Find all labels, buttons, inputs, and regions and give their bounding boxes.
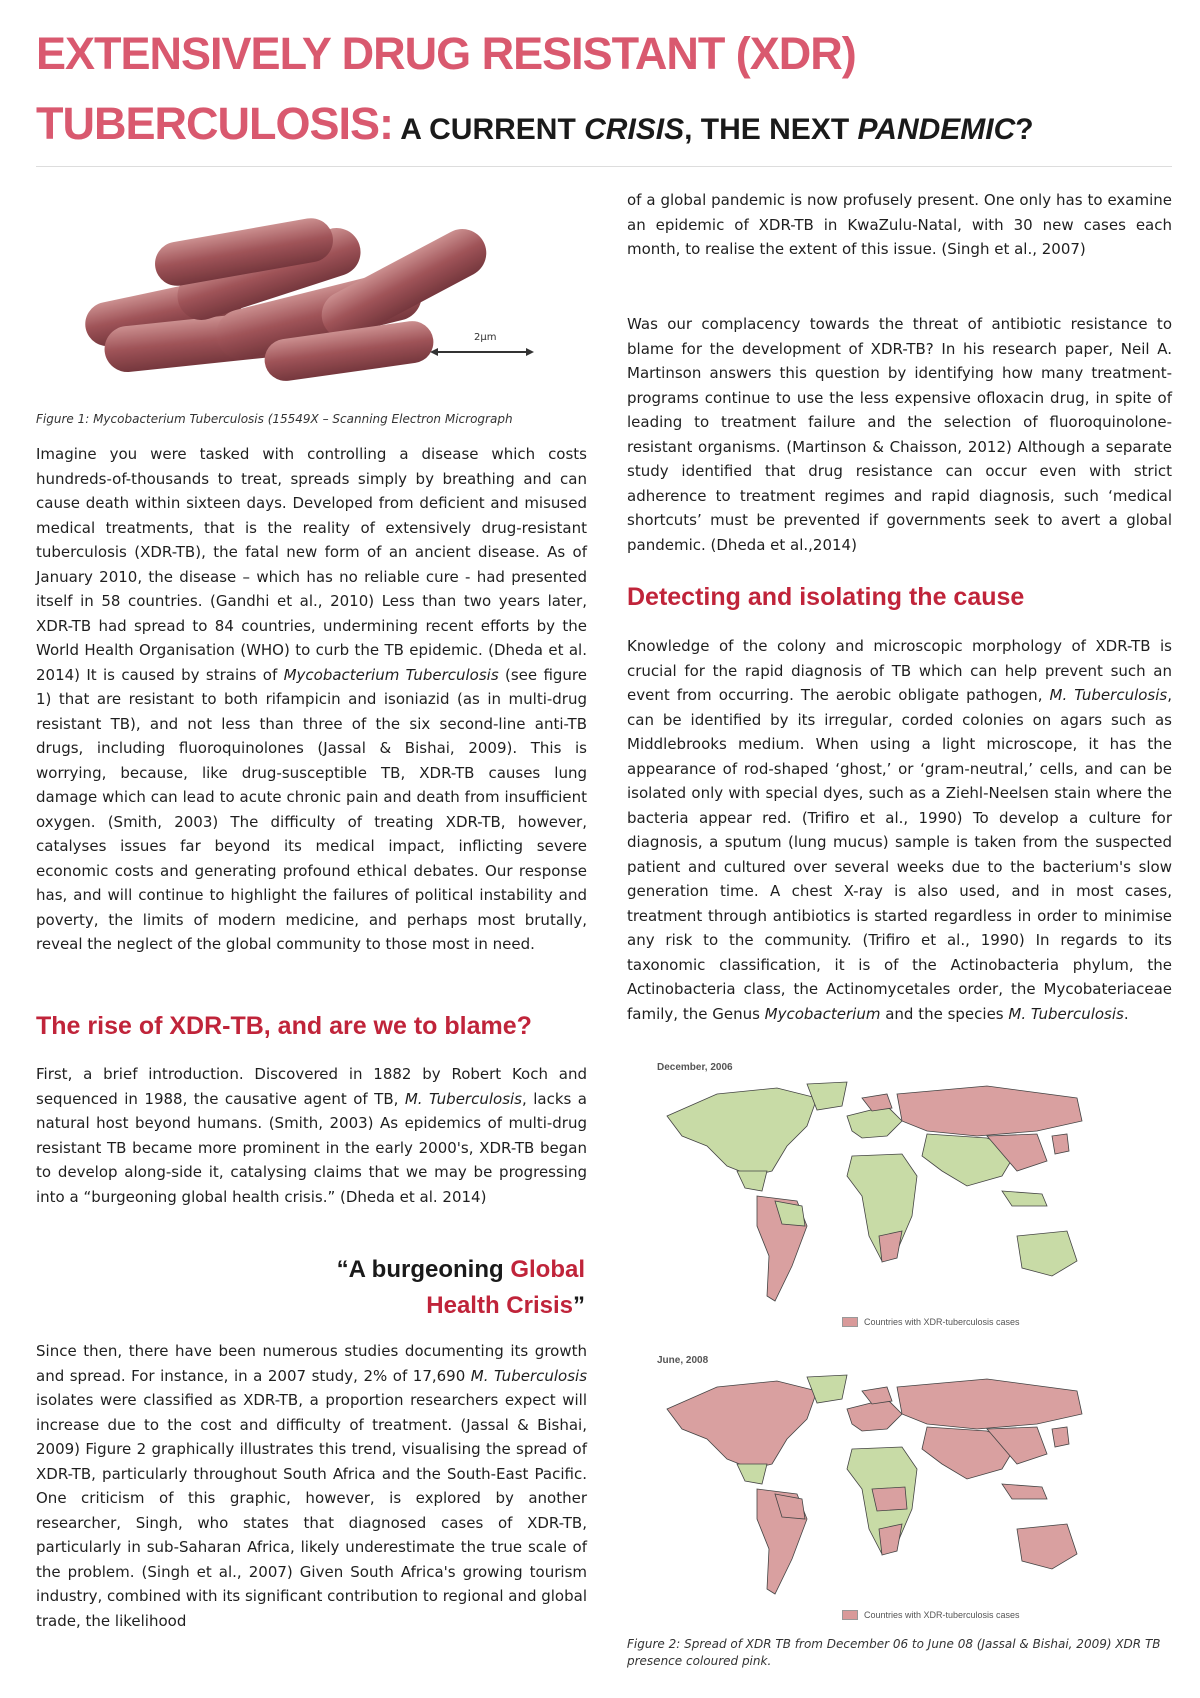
title-part: , THE NEXT — [684, 113, 858, 146]
intro-text: Imagine you were tasked with controlling a disease which costs hundreds-of-thousands to treat, spreads simply by breathing and can cause death within sixteen days. Developed from deficient and misused medical treatments, that is the reality of extensively drug-resistant tuberculosis (XDR-TB), the fatal new form of an ancient disease. As of January 2010, the disease – which has no reliable cure - had presented itself in 58 countries. (Gandhi et al., 2010) Less than two years later, XDR-TB had spread to 84 countries, undermining recent efforts by the World Health Organisation (WHO) to curb the TB epidemic. (Dheda et al. 2014) It is caused by strains of — [36, 445, 587, 684]
quote-highlight: Health Crisis — [426, 1292, 573, 1319]
legend-swatch — [842, 1317, 858, 1327]
intro-text: (see figure 1) that are resistant to both rifampicin and isoniazid (as in multi-drug resistant TB), and not less than three of the six second-line anti-TB drugs, including fluoroquinolones (Jassal & Bishai, 2009). This is worrying, because, like drug-susceptible TB, XDR-TB causes lung damage which can lead to acute chronic pain and death from insufficient oxygen. (Smith, 2003) The difficulty of treating XDR-TB, however, catalyses issues far beyond its medical impact, inflicting severe economic costs and generating profound ethical debates. Our response has, and will continue to highlight the failures of political instability and poverty, the limits of modern medicine, and perhaps most brutally, reveal the neglect of the global community to those most in need. — [36, 665, 587, 953]
heading-detecting: Detecting and isolating the cause — [627, 583, 1025, 611]
map-legend — [842, 1317, 1020, 1327]
species-name: M. Tuberculosis — [470, 1366, 588, 1385]
detect-paragraph — [627, 634, 1172, 1026]
complacency-text: Was our complacency towards the threat of antibiotic resistance to blame for the development of XDR-TB? In his research paper, Neil A. Martinson answers this question by identifying how many treatment-programs continue to use the less expensive ofloxacin drug, in spite of leading to treatment failure and the selection of fluoroquinolone-resistant organisms. (Martinson & Chaisson, 2012) Although a separate study identified that drug resistance can occur even with strict adherence to treatment regimes and rapid diagnosis, such ‘medical shortcuts’ must be prevented if governments seek to avert a global pandemic. (Dheda et al.,2014) — [627, 315, 1172, 554]
world-map-2008 — [657, 1369, 1097, 1619]
rise-text: , lacks a natural host beyond humans. (Smith, 2003) As epidemics of multi-drug resistant TB became more prominent in the early 2000's, XDR-TB began to develop along-side it, catalysing claims that we may be progressing into a “burgeoning global health crisis.” (Dheda et al. 2014) — [36, 1089, 587, 1206]
title-line-1: EXTENSIVELY DRUG RESISTANT (XDR) — [36, 28, 856, 79]
species-name: M. Tuberculosis — [1049, 686, 1168, 704]
species-name: M. Tuberculosis — [1008, 1004, 1124, 1023]
figure-2-caption: Figure 2: Spread of XDR TB from December 06 to June 08 (Jassal & Bishai, 2009) XDR TB presence coloured pink. — [627, 1637, 1161, 1668]
scale-label: 2µm — [474, 332, 497, 343]
heading-rise-of-xdr-tb: The rise of XDR-TB, and are we to blame? — [36, 1012, 532, 1040]
rise-text: First, a brief introduction. Discovered in 1882 by Robert Koch and sequenced in 1988, the causative agent of TB, — [36, 1065, 587, 1108]
complacency-paragraph — [627, 312, 1172, 557]
micrograph-figure — [64, 200, 574, 400]
map-legend — [842, 1610, 1020, 1620]
quote-text: ” — [573, 1292, 585, 1319]
detect-text: , can be identified by its irregular, corded colonies on agars such as Middlebrooks medium. When using a light microscope, it has the appearance of rod-shaped ‘ghost,’ or ‘gram-neutral,’ cells, and can be isolated only with special dyes, such as a Ziehl-Neelsen stain where the bacteria appear red. (Trifiro et al., 1990) To develop a culture for diagnosis, a sputum (lung mucus) sample is taken from the suspected patient and cultured over several weeks due to the bacterium's slow generation time. A chest X-ray is also used, and in most cases, treatment through antibiotics is started regardless in order to minimise any risk to the community. (Trifiro et al., 1990) In regards to its taxonomic classification, it is of the Actinobacteria phylum, the Actinobacteria class, the Actinomycetales order, the Mycobateriaceae family, the Genus — [627, 686, 1172, 1023]
map-2-label: June, 2008 — [657, 1355, 709, 1366]
map-december-2006 — [657, 1062, 1097, 1337]
species-name: Mycobacterium Tuberculosis — [283, 665, 499, 684]
legend-label: Countries with XDR-tuberculosis cases — [864, 1317, 1020, 1327]
since-paragraph — [36, 1339, 587, 1633]
legend-label: Countries with XDR-tuberculosis cases — [864, 1610, 1020, 1620]
since-text: Since then, there have been numerous studies documenting its growth and spread. For instance, in a 2007 study, 2% of 17,690 — [36, 1342, 587, 1385]
detect-text: and the species — [880, 1004, 1009, 1023]
continuation-text: of a global pandemic is now profusely present. One only has to examine an epidemic of XDR-TB in KwaZulu-Natal, with 30 new cases each month, to realise the extent of this issue. (Singh et al., 2007) — [627, 191, 1172, 258]
title-part: ? — [1015, 113, 1034, 146]
genus-name: Mycobacterium — [764, 1004, 881, 1023]
map-1-label: December, 2006 — [657, 1062, 733, 1073]
title-crisis: CRISIS — [584, 113, 685, 146]
quote-highlight: Global — [510, 1256, 585, 1283]
intro-paragraph — [36, 442, 587, 957]
title-tuberculosis: TUBERCULOSIS: — [36, 98, 393, 149]
title-divider — [36, 166, 1172, 167]
detect-text: Knowledge of the colony and microscopic morphology of XDR-TB is crucial for the rapid diagnosis of TB which can help prevent such an event from occurring. The aerobic obligate pathogen, — [627, 637, 1172, 704]
rise-paragraph — [36, 1062, 587, 1209]
species-name: M. Tuberculosis — [404, 1089, 522, 1108]
continuation-paragraph — [627, 188, 1172, 262]
since-text: isolates were classified as XDR-TB, a proportion researchers expect will increase due to the cost and difficulty of treatment. (Jassal & Bishai, 2009) Figure 2 graphically illustrates this trend, visualising the spread of XDR-TB, particularly throughout South Africa and the South-East Pacific. One criticism of this graphic, however, is explored by another researcher, Singh, who states that diagnosed cases of XDR-TB, particularly in sub-Saharan Africa, likely underestimate the true scale of the problem. (Singh et al., 2007) Given South Africa's growing tourism industry, combined with its significant contribution to regional and global trade, the likelihood — [36, 1391, 587, 1630]
title-line-2 — [36, 98, 1034, 150]
figure-1-caption: Figure 1: Mycobacterium Tuberculosis (15549X – Scanning Electron Micrograph — [36, 412, 513, 426]
pull-quote — [255, 1252, 585, 1324]
detect-text: . — [1123, 1004, 1129, 1023]
legend-swatch — [842, 1610, 858, 1620]
map-june-2008 — [657, 1355, 1097, 1630]
quote-text: “A burgeoning — [336, 1256, 511, 1283]
title-part: A CURRENT — [393, 113, 585, 146]
world-map-2006 — [657, 1076, 1097, 1326]
scale-bar — [430, 332, 534, 356]
title-pandemic: PANDEMIC — [857, 113, 1016, 146]
bacteria-rods — [81, 215, 495, 384]
